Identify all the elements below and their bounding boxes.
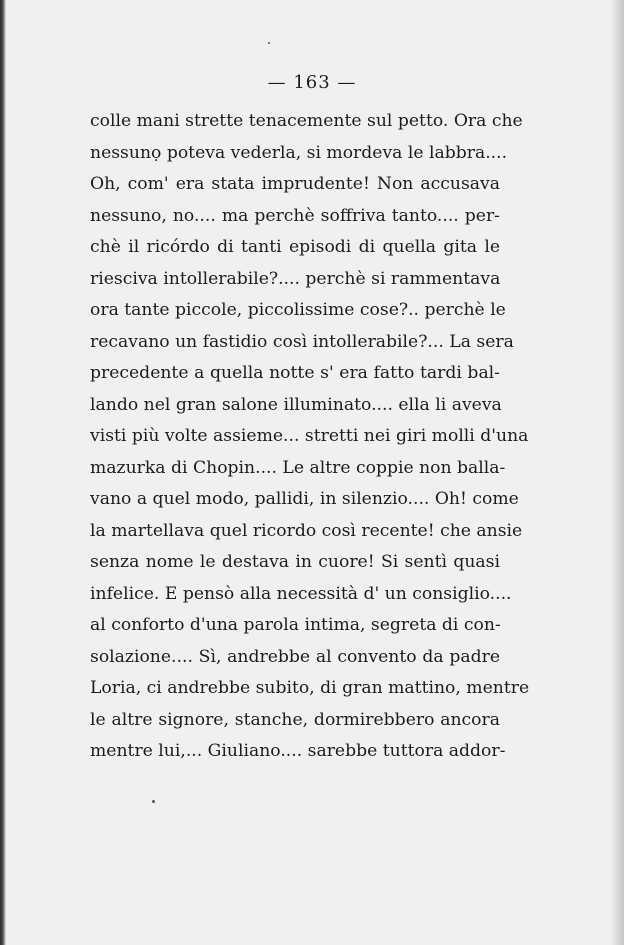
text-line: precedente a quella notte s' era fatto tardi bal- [90, 363, 500, 383]
paper-speck [152, 800, 155, 803]
page-spine-edge [0, 0, 6, 945]
text-line: infelice. E pensò alla necessità d' un consiglio.... [90, 583, 512, 604]
text-line: ora tante piccole, piccolissime cose?.. perchè le [90, 300, 506, 320]
text-line: nessuno, no.... ma perchè soffriva tanto.... per- [90, 205, 500, 226]
text-line: Oh, com' era stata imprudente! Non accusava [90, 174, 500, 194]
text-line: visti più volte assieme... stretti nei giri molli d'una [90, 426, 529, 446]
text-line: mentre lui,... Giuliano.... sarebbe tuttora addor- [90, 741, 506, 761]
body-text [90, 106, 530, 768]
text-line: le altre signore, stanche, dormirebbero ancora [90, 709, 500, 730]
text-line: la martellava quel ricordo così recente! che ansie [90, 520, 523, 541]
page-edge-shadow [610, 0, 624, 945]
text-line: senza nome le destava in cuore! Si sentì quasi [90, 552, 500, 572]
text-line: vano a quel modo, pallidi, in silenzio.... Oh! come [90, 489, 519, 509]
text-line: al conforto d'una parola intima, segreta di con- [90, 615, 501, 635]
text-line: chè il ricórdo di tanti episodi di quella gita le [90, 237, 500, 257]
text-line: colle mani strette tenacemente sul petto. Ora che [90, 111, 523, 131]
text-line: nessunọ poteva vederla, si mordeva le labbra.... [90, 142, 508, 163]
text-line: Loria, ci andrebbe subito, di gran mattino, mentre [90, 678, 530, 698]
text-line: solazione.... Sì, andrebbe al convento da padre [90, 646, 500, 667]
text-line: recavano un fastidio così intollerabile?... La sera [90, 331, 514, 352]
page-number: — 163 — [267, 72, 357, 93]
text-line: lando nel gran salone illuminato.... ella li aveva [90, 394, 502, 415]
paper-speck [268, 42, 270, 44]
text-line: riesciva intollerabile?.... perchè si rammentava [90, 268, 501, 289]
text-line: mazurka di Chopin.... Le altre coppie non balla- [90, 457, 506, 478]
